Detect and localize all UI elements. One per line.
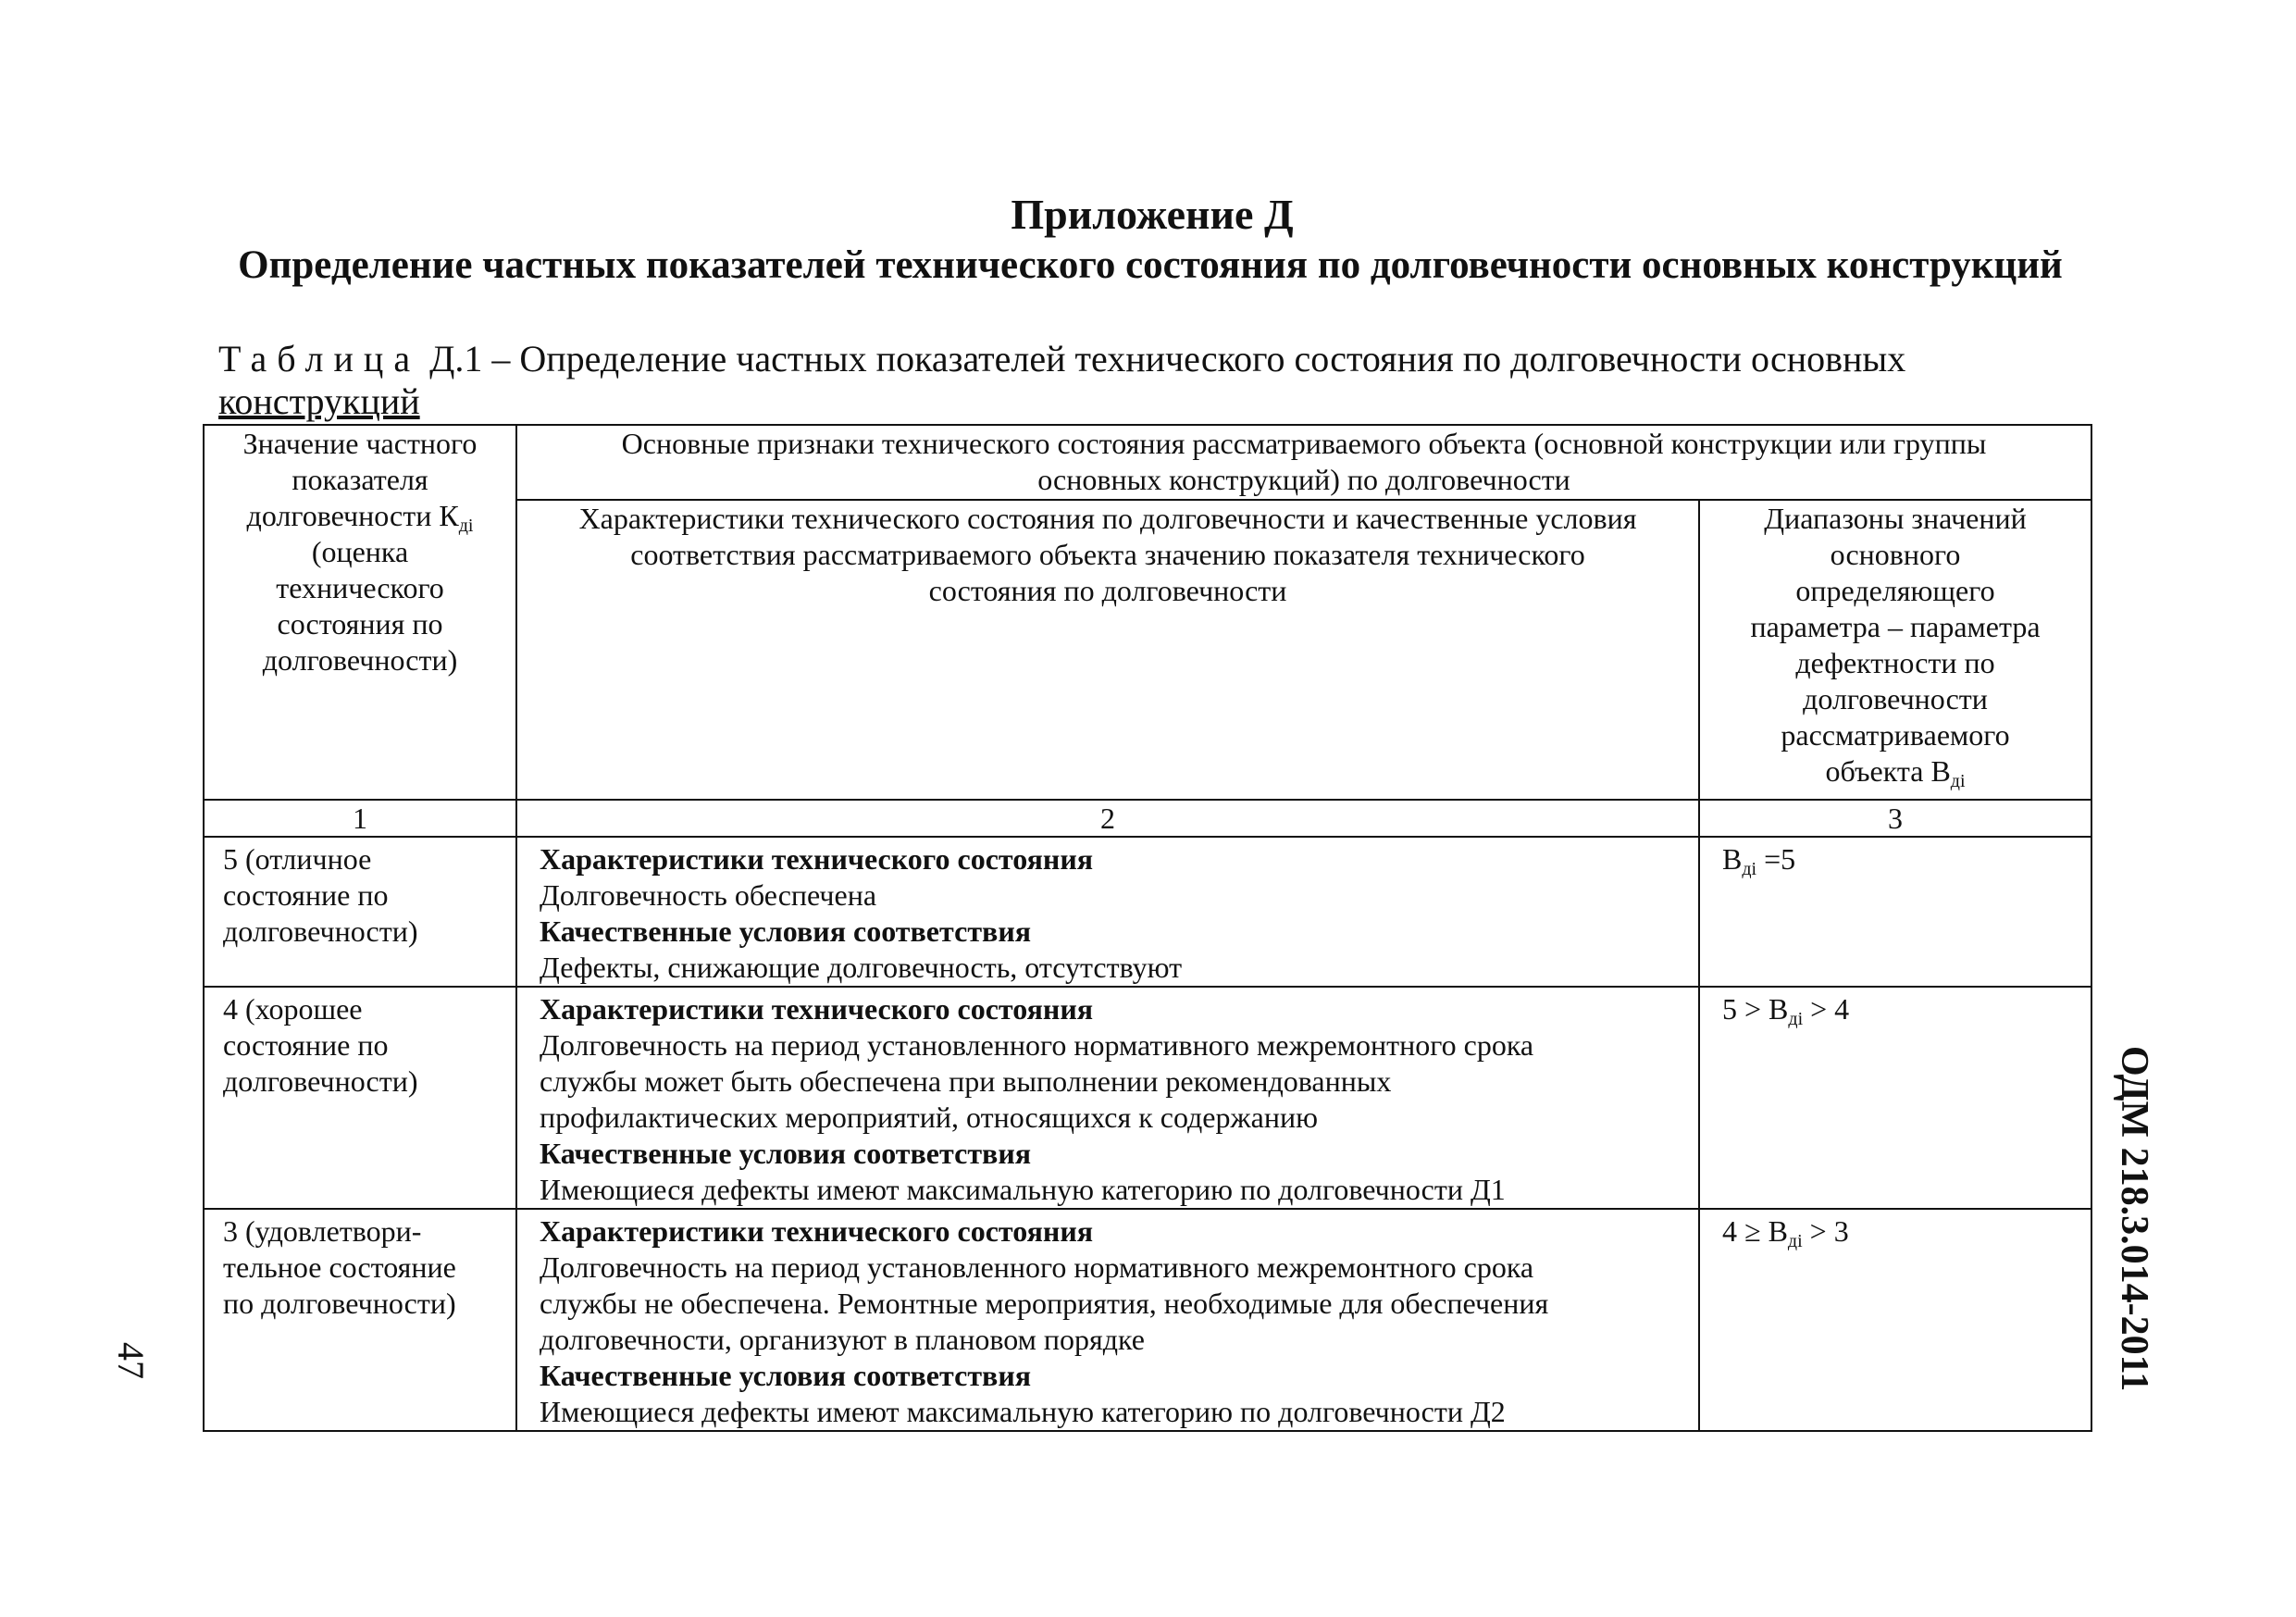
- range-cell: $В_{дi} =5$: [1699, 837, 2091, 987]
- score-line: 4 (хорошее: [223, 992, 363, 1026]
- characteristics-line: службы не обеспечена. Ремонтные мероприятия, необходимые для обеспечения: [540, 1287, 1549, 1320]
- characteristics-line: Долговечность на период установленного нормативного межремонтного срока: [540, 1028, 1534, 1062]
- header-line: Диапазоны значений: [1764, 502, 2027, 535]
- characteristics-line: Долговечность обеспечена: [540, 878, 877, 912]
- range-cell: $4 \ge В_{дi} > 3$: [1699, 1209, 2091, 1431]
- document-code: ОДМ 218.3.014-2011: [2113, 1046, 2155, 1392]
- column-number: 1: [204, 800, 516, 837]
- range-cell: $5 > В_{дi} > 4$: [1699, 987, 2091, 1209]
- table-row: [204, 1209, 2091, 1431]
- header-line: основного: [1830, 538, 1961, 571]
- score-line: по долговечности): [223, 1287, 456, 1320]
- score-cell: [204, 837, 516, 987]
- header-characteristics-column: [516, 500, 1699, 800]
- header-line: технического: [276, 571, 444, 604]
- characteristics-line: Долговечность на период установленного нормативного межремонтного срока: [540, 1250, 1534, 1284]
- characteristics-line: долговечности, организуют в плановом порядке: [540, 1323, 1145, 1356]
- conditions-heading: Качественные условия соответствия: [540, 1137, 1032, 1170]
- characteristics-heading: Характеристики технического состояния: [540, 992, 1094, 1026]
- score-cell: [204, 987, 516, 1209]
- durability-table: [203, 424, 2092, 1432]
- characteristics-cell: [516, 987, 1699, 1209]
- header-group: [516, 425, 2091, 500]
- caption-prefix: Таблица: [218, 338, 421, 379]
- header-line: долговечности: [1803, 682, 1988, 715]
- header-line: показателя: [292, 463, 428, 496]
- score-line: тельное состояние: [223, 1250, 456, 1284]
- conditions-line: Дефекты, снижающие долговечность, отсутствуют: [540, 951, 1183, 984]
- table-row: [204, 837, 2091, 987]
- conditions-heading: Качественные условия соответствия: [540, 914, 1032, 948]
- caption-tail: конструкций: [218, 380, 420, 422]
- score-line: состояние по: [223, 878, 389, 912]
- header-line: основных конструкций) по долговечности: [1037, 463, 1570, 496]
- page-number: 47: [110, 1342, 152, 1379]
- score-line: 5 (отличное: [223, 842, 372, 876]
- header-line: определяющего: [1795, 574, 1995, 607]
- table-row: [204, 987, 2091, 1209]
- header-line: долговечности): [262, 643, 458, 677]
- column-number: 2: [516, 800, 1699, 837]
- characteristics-cell: [516, 1209, 1699, 1431]
- conditions-heading: Качественные условия соответствия: [540, 1359, 1032, 1392]
- caption-text: Д.1 – Определение частных показателей технического состояния по долговечности основных: [429, 338, 1906, 379]
- header-line: долговечности $К_{дi}$: [246, 499, 474, 536]
- header-line: соответствия рассматриваемого объекта значению показателя технического: [630, 538, 1585, 571]
- characteristics-heading: Характеристики технического состояния: [540, 1214, 1094, 1248]
- column-number: 3: [1699, 800, 2091, 837]
- score-line: долговечности): [223, 1064, 418, 1098]
- header-line: рассматриваемого: [1781, 718, 2010, 752]
- appendix-title: Приложение Д: [1011, 191, 1294, 238]
- characteristics-line: профилактических мероприятий, относящихся к содержанию: [540, 1101, 1318, 1134]
- header-line: дефектности по: [1795, 646, 1995, 679]
- header-line: объекта $В_{дi}$: [1825, 754, 1966, 791]
- score-line: 3 (удовлетвори-: [223, 1214, 422, 1248]
- header-line: Характеристики технического состояния по долговечности и качественные условия: [578, 502, 1637, 535]
- header-line: параметра – параметра: [1750, 610, 2041, 643]
- header-line: Значение частного: [242, 427, 478, 460]
- header-line: (оценка: [311, 535, 409, 568]
- conditions-line: Имеющиеся дефекты имеют максимальную категорию по долговечности Д2: [540, 1395, 1506, 1428]
- score-cell: [204, 1209, 516, 1431]
- header-line: состояния по: [277, 607, 443, 641]
- score-line: состояние по: [223, 1028, 389, 1062]
- characteristics-heading: Характеристики технического состояния: [540, 842, 1094, 876]
- characteristics-cell: [516, 837, 1699, 987]
- table-caption: [218, 338, 2097, 423]
- header-line: состояния по долговечности: [928, 574, 1287, 607]
- appendix-subtitle: Определение частных показателей технического состояния по долговечности основных конструкций: [238, 243, 2063, 287]
- header-score-column: [204, 425, 516, 800]
- score-line: долговечности): [223, 914, 418, 948]
- header-range-column: [1699, 500, 2091, 800]
- header-line: Основные признаки технического состояния рассматриваемого объекта (основной конструкции или группы: [621, 427, 1987, 460]
- characteristics-line: службы может быть обеспечена при выполнении рекомендованных: [540, 1064, 1392, 1098]
- conditions-line: Имеющиеся дефекты имеют максимальную категорию по долговечности Д1: [540, 1173, 1506, 1206]
